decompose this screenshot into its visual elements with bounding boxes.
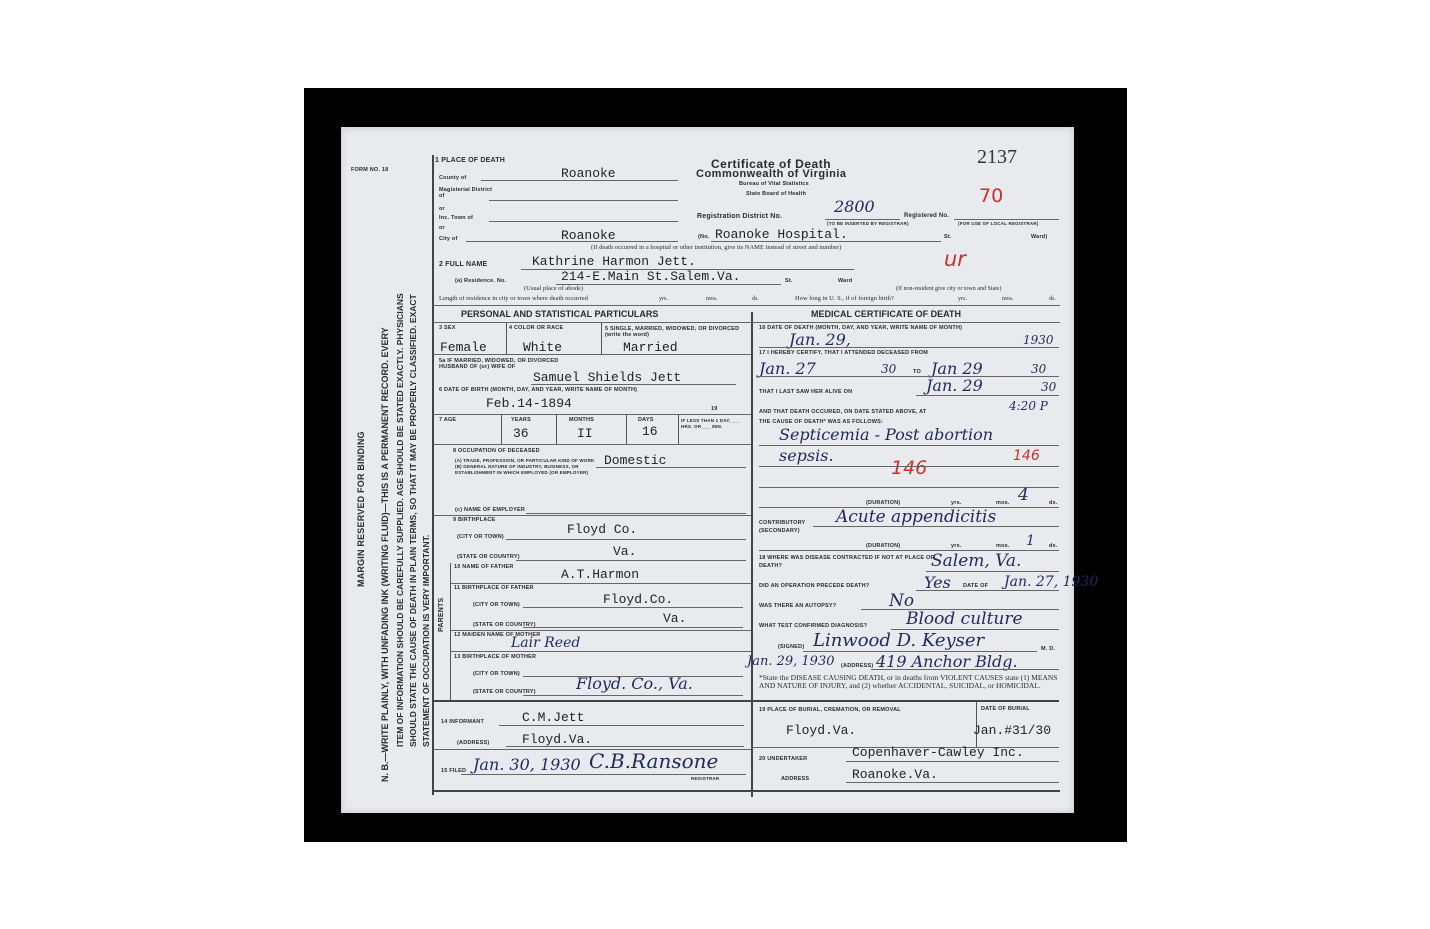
spouse-value: Samuel Shields Jett [533, 370, 682, 385]
length-ds: ds. [752, 296, 759, 302]
cause-line-2: sepsis. [779, 446, 834, 465]
form-bottom-rule [433, 790, 1060, 792]
instructions-line-1: N. B.—WRITE PLAINLY, WITH UNFADING INK (WRITING FLUID)—THIS IS A PERMANENT RECORD. EVERY [380, 327, 390, 782]
age-label: 7 AGE [439, 417, 457, 423]
last-saw-line [916, 395, 1059, 396]
instructions-line-4: STATEMENT OF OCCUPATION IS VERY IMPORTANT. [421, 534, 431, 747]
ward-label: Ward) [1031, 234, 1048, 240]
days-value: 16 [642, 424, 658, 439]
undertaker-line [846, 761, 1059, 762]
hospital-value: Roanoke Hospital. [715, 227, 848, 242]
attended-line [759, 376, 1059, 377]
father-birthplace-label: 11 BIRTHPLACE OF FATHER [454, 585, 534, 591]
spouse-line [531, 384, 736, 385]
residence-divider [433, 305, 1060, 306]
residence-label: (a) Residence. No. [455, 278, 507, 284]
contracted-line [926, 571, 1059, 572]
death-occurred-label: AND THAT DEATH OCCURED, ON DATE STATED ABOVE, AT [759, 409, 927, 415]
city-value: Roanoke [561, 228, 616, 243]
informant-address-value: Floyd.Va. [522, 732, 593, 747]
us-yrs: yrs. [958, 296, 967, 302]
attended-to-value: Jan 29 [931, 359, 983, 378]
father-bp-city-line [523, 607, 743, 608]
date-of-death-line [759, 347, 1059, 348]
cause-label: THE CAUSE OF DEATH* WAS AS FOLLOWS: [759, 419, 884, 425]
residence-value: 214-E.Main St.Salem.Va. [561, 269, 741, 284]
registrar-label: REGISTRAR [691, 776, 720, 781]
signed-address-line [871, 669, 1059, 670]
registration-district-value: 2800 [834, 197, 875, 216]
mother-bp-state-line [523, 695, 743, 696]
duration-mos-1-value: 4 [1018, 485, 1029, 505]
duration-ds-1: ds. [1049, 500, 1058, 506]
hospital-line [711, 241, 941, 242]
undertaker-address-line [846, 782, 1059, 783]
informant-value: C.M.Jett [522, 710, 585, 725]
marital-label: 5 SINGLE, MARRIED, WIDOWED, OR DIVORCED (write the word) [605, 326, 740, 339]
undertaker-address-value: Roanoke.Va. [852, 767, 938, 782]
duration-label-1: (DURATION) [866, 500, 901, 506]
operation-line [916, 590, 1059, 591]
filed-value: Jan. 30, 1930 [473, 755, 581, 774]
signed-address-label: (ADDRESS) [841, 663, 874, 669]
personal-heading: PERSONAL AND STATISTICAL PARTICULARS [461, 309, 659, 319]
board-label: State Board of Health [746, 191, 807, 197]
attended-from-value: Jan. 27 [759, 359, 816, 378]
sex-row-divider [433, 354, 751, 355]
informant-address-line [506, 746, 744, 747]
to-be-inserted-note: (TO BE INSERTED BY REGISTRAR) [827, 221, 909, 226]
instructions-line-3: SHOULD STATE THE CAUSE OF DEATH IN PLAIN TERMS, SO THAT IT MAY BE PROPERLY CLASSIFIED. EXACT [408, 294, 418, 747]
certify-label: 17 I HEREBY CERTIFY, THAT I ATTENDED DECEASED FROM [759, 350, 929, 356]
sex-value: Female [440, 340, 487, 355]
signed-date: Jan. 29, 1930 [747, 654, 835, 669]
age-div-2 [556, 414, 557, 444]
county-value: Roanoke [561, 166, 616, 181]
employer-label: (c) NAME OF EMPLOYER [455, 507, 526, 513]
center-divider [751, 312, 753, 797]
age-div-4 [678, 414, 679, 444]
signed-address-value: 419 Anchor Bldg. [876, 652, 1018, 671]
duration-mos-2: mos. [996, 543, 1010, 549]
employer-line [526, 513, 746, 514]
form-number: FORM NO. 18 [351, 167, 389, 173]
less-than-day-label: IF LESS THAN 1 DAY, ___ HRS. OR ___ MIN. [681, 418, 740, 430]
duration-label-2: (DURATION) [866, 543, 901, 549]
md-label: M. D. [1041, 646, 1056, 652]
birthplace-city-value: Floyd Co. [567, 522, 638, 537]
registrar-signature: C.B.Ransone [589, 749, 719, 773]
or-2: or [439, 225, 445, 231]
length-residence-label: Length of residence in city or town where death occurred [439, 295, 588, 302]
residence-ward-label: Ward [838, 278, 853, 284]
registered-number-value: 70 [979, 185, 1004, 207]
dob-year-prefix: 19 [711, 406, 718, 412]
undertaker-address-label: ADDRESS [781, 776, 810, 782]
magisterial-label: Magisterial District of [439, 187, 493, 199]
months-value: II [577, 426, 593, 441]
father-bp-state-value: Va. [663, 611, 687, 626]
test-value: Blood culture [906, 609, 1023, 629]
place-of-death-heading: 1 PLACE OF DEATH [435, 157, 505, 164]
full-name-value: Kathrine Harmon Jett. [532, 254, 696, 269]
age-div-3 [626, 414, 627, 444]
nonresident-note: (If non-resident give city or town and State) [896, 286, 1002, 292]
dob-value: Feb.14-1894 [486, 396, 572, 411]
us-ds: ds. [1049, 296, 1056, 302]
county-label: County of [439, 175, 467, 181]
sex-color-divider [506, 323, 507, 354]
cause-line-1: Septicemia - Post abortion [779, 425, 994, 444]
town-line [489, 221, 678, 222]
date-of-death-label: 16 DATE OF DEATH (MONTH, DAY, AND YEAR, WRITE NAME OF MONTH) [759, 325, 963, 331]
parents-label: PARENTS [438, 597, 445, 632]
full-name-label: 2 FULL NAME [439, 261, 488, 268]
mother-label: 12 MAIDEN NAME OF MOTHER [454, 632, 541, 638]
months-label: MONTHS [569, 417, 595, 423]
date-of-death-value: Jan. 29, [789, 330, 851, 349]
dob-divider [433, 414, 751, 415]
cause-line-3-rule [759, 487, 1059, 488]
color-label: 4 COLOR OR RACE [509, 325, 564, 331]
father-bp-city-value: Floyd.Co. [603, 592, 674, 607]
left-border-rule [432, 155, 434, 795]
mother-birthplace-label: 13 BIRTHPLACE OF MOTHER [454, 654, 537, 660]
binding-margin-label: MARGIN RESERVED FOR BINDING [356, 431, 366, 587]
mother-divider [451, 651, 751, 652]
informant-label: 14 INFORMANT [441, 719, 485, 725]
parents-bottom-divider [433, 700, 751, 702]
registration-district-label: Registration District No. [697, 213, 783, 220]
father-bp-divider [451, 630, 751, 631]
undertaker-value: Copenhaver-Cawley Inc. [852, 745, 1024, 760]
contributory-value: Acute appendicitis [836, 507, 997, 527]
last-saw-label: THAT I LAST SAW HER ALIVE ON [759, 389, 853, 395]
color-marital-divider [601, 323, 602, 354]
certificate-title: Certificate of Death [711, 157, 832, 171]
father-bp-state-line [523, 627, 743, 628]
birthplace-label: 9 BIRTHPLACE [453, 517, 496, 523]
occupation-value: Domestic [604, 453, 667, 468]
operation-date-value: Jan. 27, 1930 [1004, 574, 1099, 590]
foreign-birth-label: How long in U. S., if of foreign birth? [795, 295, 894, 302]
contributory-line [813, 526, 1059, 527]
certificate-subtitle: Commonwealth of Virginia [696, 168, 847, 180]
residence-line [556, 284, 781, 285]
filed-label: 15 FILED [441, 768, 467, 774]
burial-label: 19 PLACE OF BURIAL, CREMATION, OR REMOVAL [759, 707, 901, 713]
local-registrar-note: (FOR USE OF LOCAL REGISTRAR) [958, 221, 1039, 226]
duration-ds-2: ds. [1049, 543, 1058, 549]
us-mos: mos. [1002, 296, 1014, 302]
contracted-label: 18 WHERE WAS DISEASE CONTRACTED IF NOT AT PLACE OF DEATH? [759, 555, 935, 570]
operation-date-label: DATE OF [963, 583, 989, 589]
birthplace-state-value: Va. [613, 544, 637, 559]
duration-yrs-1: yrs. [951, 500, 962, 506]
occupation-subtext: (A) TRADE, PROFESSION, OR PARTICULAR KIND OF WORK (B) GENERAL NATURE OF INDUSTRY, BUSINESS, OR ESTABLISHMENT IN WHICH EMPLOYED (OR EMPLOYER) [455, 458, 595, 475]
cause-code-1: 146 [891, 457, 928, 479]
death-year-value: 1930 [1023, 333, 1054, 347]
spouse-label: 5a IF MARRIED, WIDOWED, OR DIVORCED HUSBAND OF (or) WIFE OF [439, 358, 559, 371]
father-bp-city-label: (CITY OR TOWN) [473, 602, 520, 608]
burial-place-value: Floyd.Va. [786, 723, 857, 738]
duration-mos-1: mos. [996, 500, 1010, 506]
father-label: 10 NAME OF FATHER [454, 564, 514, 570]
days-label: DAYS [638, 417, 654, 423]
age-div-1 [501, 414, 502, 444]
street-label: St. [944, 234, 952, 240]
burial-date-value: Jan.#31/30 [973, 723, 1052, 738]
marital-value: Married [623, 340, 678, 355]
mother-value: Lair Reed [511, 635, 581, 651]
cause-line-2-rule [759, 466, 1059, 467]
clerk-mark: ur [944, 247, 966, 271]
death-time-value: 4:20 P [1009, 399, 1048, 413]
cause-code-2: 146 [1013, 448, 1040, 464]
sex-label: 3 SEX [439, 325, 456, 331]
district-line [825, 219, 900, 220]
physician-signature: Linwood D. Keyser [813, 630, 985, 651]
contracted-value: Salem, Va. [931, 551, 1022, 571]
father-value: A.T.Harmon [561, 567, 640, 582]
medical-heading: MEDICAL CERTIFICATE OF DEATH [811, 309, 961, 319]
usual-abode-note: (Usual place of abode) [524, 285, 584, 292]
informant-address-label: (ADDRESS) [457, 740, 490, 746]
birthplace-state-line [516, 560, 746, 561]
hospital-note: (If death occurred in a hospital or other institution, give its NAME instead of street and number) [591, 244, 842, 251]
father-bp-state-label: (STATE OR COUNTRY) [473, 622, 536, 628]
heading-divider [433, 322, 1060, 323]
contributory-label: CONTRIBUTORY (SECONDARY) [759, 520, 806, 534]
length-yrs: yrs. [659, 296, 668, 302]
age-divider [433, 444, 751, 445]
operation-label: DID AN OPERATION PRECEDE DEATH? [759, 583, 870, 589]
mother-bp-city-label: (CITY OR TOWN) [473, 671, 520, 677]
test-label: WHAT TEST CONFIRMED DIAGNOSIS? [759, 623, 868, 629]
attended-to-year: 30 [1031, 362, 1047, 376]
color-value: White [523, 340, 563, 355]
street-no-label: (No. [698, 234, 710, 240]
birthplace-city-line [506, 539, 746, 540]
last-saw-value: Jan. 29 [926, 376, 983, 395]
signed-label: (SIGNED) [778, 644, 805, 650]
birthplace-state-label: (STATE OR COUNTRY) [457, 554, 520, 560]
residence-st-label: St. [785, 278, 793, 284]
death-certificate [341, 127, 1099, 813]
bureau-label: Bureau of Vital Statistics [739, 181, 809, 187]
duration-mos-2-value: 1 [1026, 533, 1035, 549]
registered-no-label: Registered No. [904, 213, 950, 219]
autopsy-value: No [889, 591, 915, 611]
last-saw-year: 30 [1041, 380, 1057, 394]
years-value: 36 [513, 426, 529, 441]
father-divider [451, 583, 751, 584]
occupation-divider [433, 515, 751, 516]
occupation-line [596, 467, 746, 468]
attended-from-year: 30 [881, 362, 897, 376]
years-label: YEARS [511, 417, 531, 423]
duration-yrs-2: yrs. [951, 543, 962, 549]
burial-date-label: DATE OF BURIAL [981, 706, 1030, 712]
undertaker-label: 20 UNDERTAKER [759, 756, 808, 762]
dob-label: 6 DATE OF BIRTH (MONTH, DAY, AND YEAR, WRITE NAME OF MONTH) [439, 387, 638, 393]
city-label: City of [439, 236, 458, 242]
magisterial-line [489, 200, 678, 201]
operation-value: Yes [924, 573, 951, 592]
registered-no-line [954, 219, 1059, 220]
autopsy-label: WAS THERE AN AUTOPSY? [759, 603, 837, 609]
medical-bottom-divider [751, 700, 1059, 702]
town-label: Inc. Town of [439, 215, 474, 221]
occupation-label: 8 OCCUPATION OF DECEASED [453, 448, 540, 454]
or-1: or [439, 206, 445, 212]
mother-bp-state-label: (STATE OR COUNTRY) [473, 689, 536, 695]
informant-line [499, 725, 744, 726]
birthplace-city-label: (CITY OR TOWN) [457, 534, 504, 540]
to-label: TO [913, 369, 921, 375]
instructions-line-2: ITEM OF INFORMATION SHOULD BE CAREFULLY SUPPLIED. AGE SHOULD BE STATED EXACTLY. PHYSICIANS [395, 293, 405, 747]
filed-line [461, 774, 746, 775]
mother-bp-value: Floyd. Co., Va. [576, 674, 693, 693]
length-mos: mos. [706, 296, 718, 302]
footnote: *State the DISEASE CAUSING DEATH, or in deaths from VIOLENT CAUSES state (1) MEANS AND NATURE OF INJURY, and (2) whether ACCIDENTAL, SUICIDAL, or HOMICIDAL. [759, 673, 1058, 690]
certificate-number: 2137 [977, 146, 1017, 168]
